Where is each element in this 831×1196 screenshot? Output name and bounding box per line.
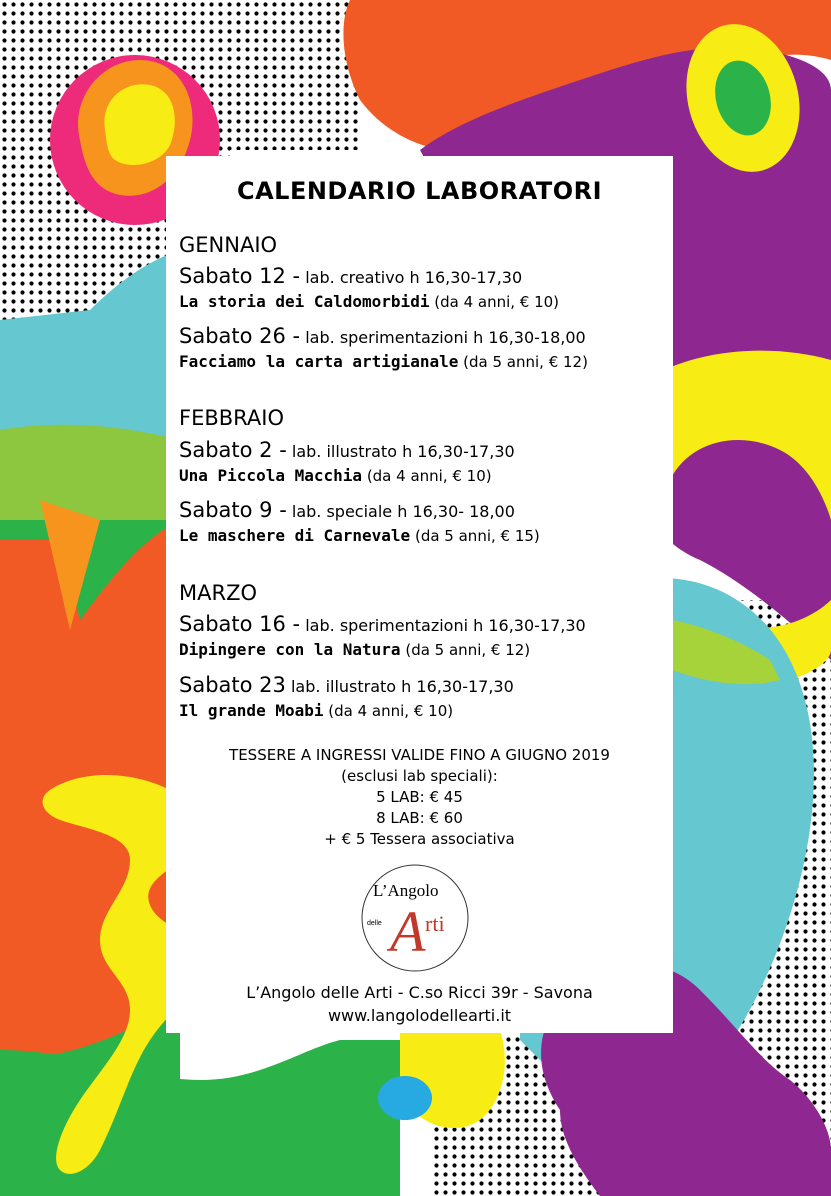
event-lab: lab. sperimentazioni h 16,30-18,00 [305, 328, 586, 347]
event-day: Sabato 9 - [179, 498, 287, 522]
event-name: Dipingere con la Natura [179, 640, 401, 659]
tessere-line: 8 LAB: € 60 [376, 809, 463, 827]
event-lab: lab. creativo h 16,30-17,30 [305, 268, 523, 287]
event-details: (da 4 anni, € 10) [328, 702, 454, 720]
event-lab: lab. sperimentazioni h 16,30-17,30 [305, 616, 586, 635]
month-heading-marzo: MARZO [179, 581, 257, 605]
event-date-line [179, 673, 514, 697]
event-name: Le maschere di Carnevale [179, 526, 411, 545]
event-details: (da 5 anni, € 15) [414, 527, 540, 545]
event-title-line [179, 292, 559, 311]
svg-text:rti: rti [425, 911, 445, 936]
event-date-line [179, 438, 515, 462]
event-day: Sabato 2 - [179, 438, 287, 462]
event-day: Sabato 26 - [179, 324, 301, 348]
month-heading-gennaio: GENNAIO [179, 233, 278, 257]
event-details: (da 4 anni, € 10) [366, 467, 492, 485]
footer-website[interactable]: www.langolodellearti.it [327, 1006, 512, 1025]
event-title-line [179, 466, 492, 485]
event-title-line [179, 640, 530, 659]
tessere-line: TESSERE A INGRESSI VALIDE FINO A GIUGNO 2019 [229, 746, 610, 764]
svg-text:delle: delle [367, 920, 382, 927]
event-day: Sabato 12 - [179, 264, 301, 288]
angolo-delle-arti-logo [360, 863, 470, 973]
event-day: Sabato 16 - [179, 612, 301, 636]
footer-address: L’Angolo delle Arti - C.so Ricci 39r - Savona [246, 983, 593, 1002]
event-title-line [179, 526, 540, 545]
event-title-line [179, 352, 588, 371]
tessere-line: + € 5 Tessera associativa [324, 830, 515, 848]
event-date-line [179, 498, 515, 522]
event-date-line [179, 324, 586, 348]
event-date-line [179, 264, 522, 288]
event-name: Una Piccola Macchia [179, 466, 363, 485]
event-day: Sabato 23 [179, 673, 286, 697]
svg-text:A: A [390, 899, 426, 964]
page-title: CALENDARIO LABORATORI [236, 177, 603, 205]
tessere-info [166, 745, 673, 850]
event-details: (da 5 anni, € 12) [405, 641, 531, 659]
event-name: La storia dei Caldomorbidi [179, 292, 430, 311]
event-lab: lab. speciale h 16,30- 18,00 [291, 502, 515, 521]
event-date-line [179, 612, 586, 636]
event-title-line [179, 701, 453, 720]
event-lab: lab. illustrato h 16,30-17,30 [290, 677, 514, 696]
svg-text:L’Angolo: L’Angolo [373, 881, 439, 900]
event-details: (da 5 anni, € 12) [463, 353, 588, 371]
event-details: (da 4 anni, € 10) [434, 293, 560, 311]
tessere-line: 5 LAB: € 45 [376, 788, 463, 806]
calendar-card [166, 156, 673, 1033]
event-name: Facciamo la carta artigianale [179, 352, 459, 371]
tessere-line: (esclusi lab speciali): [341, 767, 498, 785]
event-lab: lab. illustrato h 16,30-17,30 [291, 442, 515, 461]
event-name: Il grande Moabi [179, 701, 324, 720]
month-heading-febbraio: FEBBRAIO [179, 406, 284, 430]
